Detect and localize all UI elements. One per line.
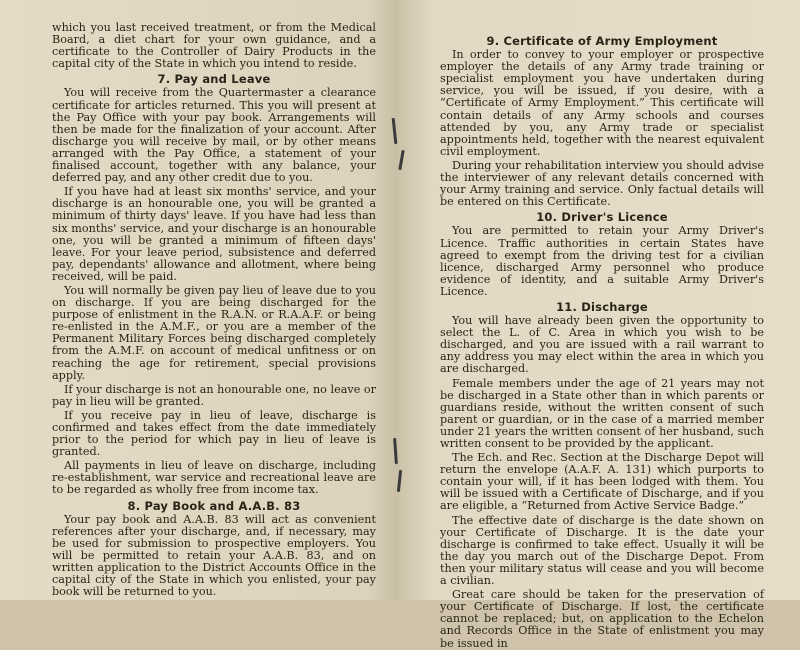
- paragraph: Great care should be taken for the preservation of your Certificate of Discharge. If lost, the certificate cannot be replaced; but, on application to the Echelon and Records Office in the State of enlistment you may be issued in: [440, 588, 764, 650]
- section-heading: 8. Pay Book and A.A.B. 83: [127, 498, 301, 513]
- paragraph: The effective date of discharge is the date shown on your Certificate of Discharge. It is the date your discharge is confirmed to take effect. Usually it will be the day you march out of the Discharge Depot. From then your military status will cease and you will become a civilian.: [440, 513, 764, 588]
- paragraph: If you have had at least six months' service, and your discharge is an honourable one, you will be granted a minimum of thirty days' leave. If you have had less than six months' service, and your discharge is an honourable one, you will be granted a minimum of fifteen days' leave. For your leave period, subsistence and deferred pay, dependants' allowance and allotment, where being received, will be paid.: [52, 185, 376, 283]
- paragraph: If your discharge is not an honourable one, no leave or pay in lieu will be granted.: [52, 382, 376, 408]
- staple-bottom-left: [393, 438, 398, 464]
- paragraph: You will normally be given pay lieu of leave due to you on discharge. If you are being discharged for the purpose of enlistment in the R.A.N. or R.A.A.F. or being re-enlisted in the A.M.F., or you are a member of the Permanent Military Forces being discharged completely from the A.M.F. on account of medical unfitness or on reaching the age for retirement, special provisions apply.: [52, 283, 376, 382]
- paragraph: You are permitted to retain your Army Driver's Licence. Traffic authorities in certain States have agreed to exempt from the driving test for a civilian licence, discharged Army personnel who produce evidence of identity, and a suitable Army Driver's Licence.: [440, 224, 764, 298]
- paragraph: You will receive from the Quartermaster a clearance certificate for articles returned. This you will present at the Pay Office with your pay book. Arrangements will then be made for the finalization of your account. After discharge you will receive by mail, or by other means arranged with the Pay Office, a statement of your finalised account, together with any balance, your deferred pay, and any other credit due to you.: [52, 86, 376, 185]
- staple-bottom-right: [397, 470, 402, 492]
- paragraph: All payments in lieu of leave on discharge, including re-establishment, war service and recreational leave are to be regarded as wholly free from income tax.: [52, 459, 376, 497]
- paragraph: Your pay book and A.A.B. 83 will act as convenient references after your discharge, and, if necessary, may be used for submission to prospective employers. You will be permitted to retain your A.A.B. 83, and on written application to the District Accounts Office in the capital city of the State in which you enlisted, your pay book will be returned to you.: [52, 512, 376, 599]
- right-page: [440, 32, 764, 650]
- paragraph: In order to convey to your employer or prospective employer the details of any Army trade training or specialist employment you have undertaken during service, you will be issued, if you desire, with a “Certificate of Army Employment.” This certificate will contain details of any Army schools and courses attended by you, any Army trade or specialist appointments held, together with the nearest equivalent civil employment.: [440, 48, 764, 158]
- left-page: [52, 22, 376, 622]
- paragraph: Female members under the age of 21 years may not be discharged in a State other than in which parents or guardians reside, without the written consent of such parent or guardian, or in the case of a married member under 21 years the written consent of her husband, such written consent to be provided by the applicant.: [440, 376, 764, 450]
- section-heading: 7. Pay and Leave: [157, 72, 271, 87]
- paragraph: During your rehabilitation interview you should advise the interviewer of any relevant details concerned with your Army training and service. Only factual details will be entered on this Certificate.: [440, 158, 764, 209]
- section-heading: 10. Driver's Licence: [536, 210, 668, 225]
- section-heading: 9. Certificate of Army Employment: [486, 34, 718, 48]
- paragraph: You will have already been given the opportunity to select the L. of C. Area in which you wish to be discharged, and you are issued with a rail warrant to any address you may elect within the area in which you are discharged.: [440, 314, 764, 376]
- staple-top-right: [398, 150, 404, 170]
- paragraph: If you receive pay in lieu of leave, discharge is confirmed and takes effect from the date immediately prior to the period for which pay in lieu of leave is granted.: [52, 408, 376, 459]
- paragraph: The Ech. and Rec. Section at the Discharge Depot will return the envelope (A.A.F. A. 131) which purports to contain your will, if it has been lodged with them. You will be issued with a Certificate of Discharge, and if you are eligible, a “Returned from Active Service Badge.”: [440, 451, 764, 513]
- staple-top-left: [392, 118, 398, 144]
- paragraph: which you last received treatment, or from the Medical Board, a diet chart for your own guidance, and a certificate to the Controller of Dairy Products in the capital city of the State in which you intend to reside.: [52, 21, 376, 71]
- section-heading: 11. Discharge: [556, 299, 648, 314]
